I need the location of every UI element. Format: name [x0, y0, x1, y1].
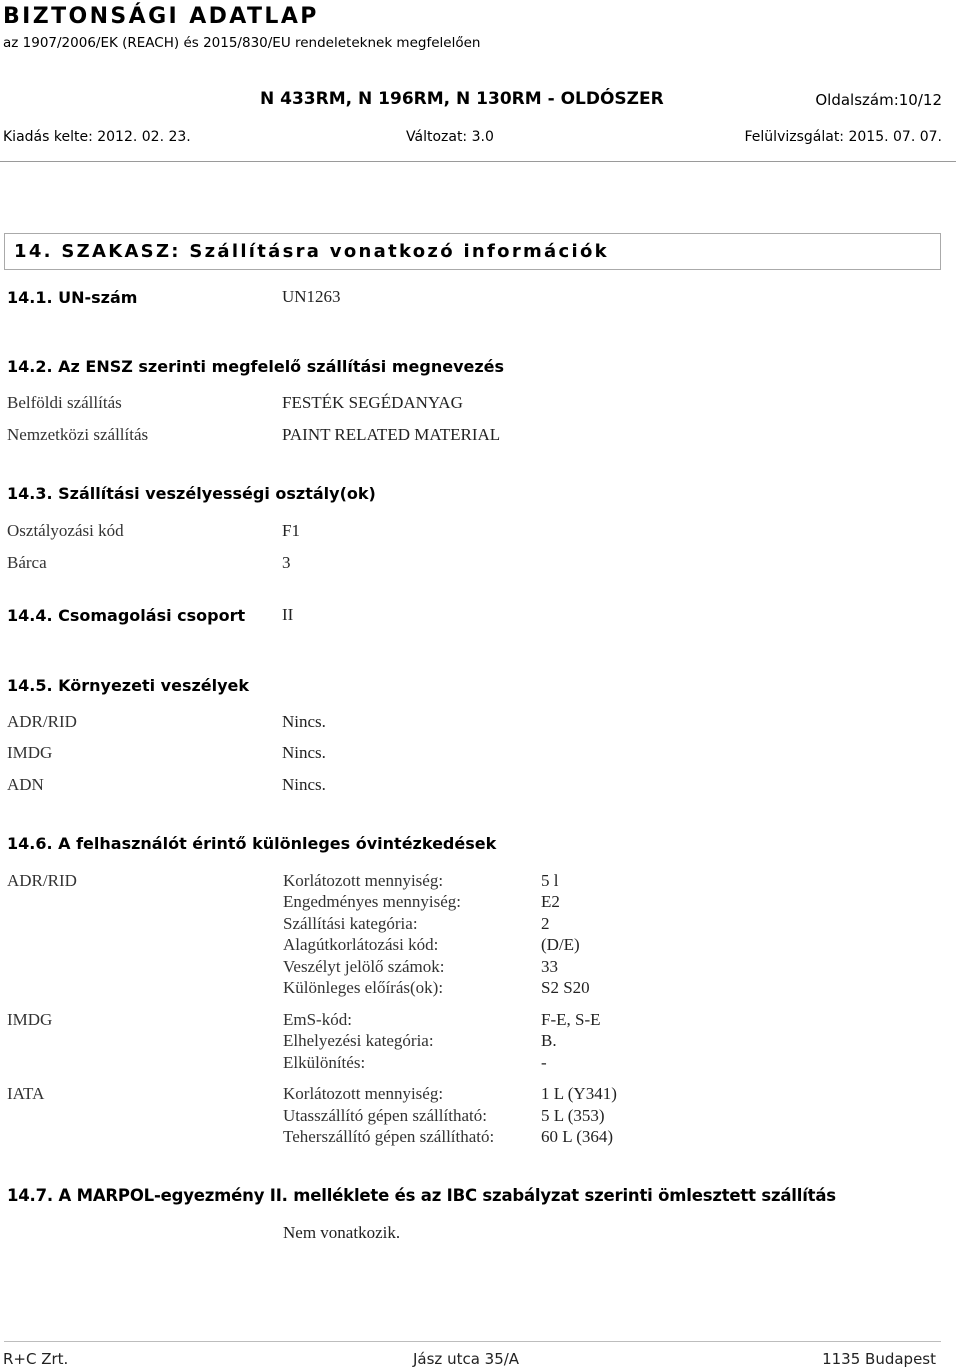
environmental-hazards-heading: 14.5. Környezeti veszélyek [7, 676, 250, 695]
precaution-label: Elhelyezési kategória: [283, 1031, 434, 1050]
hazard-class-label: Osztályozási kód [7, 521, 124, 540]
shipping-name-label: Belföldi szállítás [7, 393, 122, 412]
environmental-hazards-value: Nincs. [282, 743, 326, 762]
precaution-value: - [541, 1053, 547, 1072]
document-title: BIZTONSÁGI ADATLAP [3, 4, 319, 29]
footer-company: R+C Zrt. [3, 1350, 69, 1368]
section-title: 14. SZAKASZ: Szállításra vonatkozó információk [14, 241, 609, 262]
environmental-hazards-label: ADN [7, 775, 44, 794]
precaution-value: B. [541, 1031, 557, 1050]
un-number-heading: 14.1. UN-szám [7, 288, 138, 307]
version: Változat: 3.0 [406, 129, 494, 145]
transport-mode-label: ADR/RID [7, 871, 77, 890]
precaution-value: 5 l [541, 871, 559, 890]
environmental-hazards-label: IMDG [7, 743, 53, 762]
hazard-class-value: F1 [282, 521, 300, 540]
precaution-label: Különleges előírás(ok): [283, 978, 444, 997]
footer-divider [4, 1341, 941, 1342]
issue-date: Kiadás kelte: 2012. 02. 23. [3, 129, 191, 145]
hazard-class-label: Bárca [7, 553, 47, 572]
environmental-hazards-value: Nincs. [282, 775, 326, 794]
header-divider [0, 161, 956, 162]
marpol-value: Nem vonatkozik. [283, 1223, 401, 1242]
precaution-label: Engedményes mennyiség: [283, 892, 461, 911]
hazard-class-value: 3 [282, 553, 291, 572]
un-number-value: UN1263 [282, 287, 341, 306]
hazard-class-heading: 14.3. Szállítási veszélyességi osztály(ok) [7, 484, 376, 503]
precaution-value: 1 L (Y341) [541, 1084, 617, 1103]
special-precautions-heading: 14.6. A felhasználót érintő különleges óvintézkedések [7, 834, 497, 853]
precaution-value: 5 L (353) [541, 1106, 605, 1125]
packing-group-value: II [282, 605, 294, 624]
precaution-value: 60 L (364) [541, 1127, 614, 1146]
environmental-hazards-label: ADR/RID [7, 712, 77, 731]
precaution-value: F-E, S-E [541, 1010, 601, 1029]
footer-city: 1135 Budapest [822, 1350, 936, 1368]
transport-mode-label: IMDG [7, 1010, 53, 1029]
precaution-label: Veszélyt jelölő számok: [283, 957, 445, 976]
precaution-label: Korlátozott mennyiség: [283, 871, 444, 890]
precaution-label: Korlátozott mennyiség: [283, 1084, 444, 1103]
product-name: N 433RM, N 196RM, N 130RM - OLDÓSZER [260, 89, 664, 109]
footer-address: Jász utca 35/A [413, 1350, 520, 1368]
packing-group-heading: 14.4. Csomagolási csoport [7, 606, 246, 625]
precaution-label: Alagútkorlátozási kód: [283, 935, 439, 954]
revision-date: Felülvizsgálat: 2015. 07. 07. [744, 129, 942, 145]
environmental-hazards-value: Nincs. [282, 712, 326, 731]
precaution-label: Teherszállító gépen szállítható: [283, 1127, 495, 1146]
precaution-label: Utasszállító gépen szállítható: [283, 1106, 487, 1125]
marpol-heading: 14.7. A MARPOL-egyezmény II. melléklete és az IBC szabályzat szerinti ömlesztett szállítás [7, 1186, 836, 1205]
shipping-name-heading: 14.2. Az ENSZ szerinti megfelelő szállítási megnevezés [7, 357, 505, 376]
precaution-label: Szállítási kategória: [283, 914, 418, 933]
precaution-label: Elkülönítés: [283, 1053, 366, 1072]
precaution-value: (D/E) [541, 935, 580, 954]
shipping-name-value: FESTÉK SEGÉDANYAG [282, 393, 463, 412]
precaution-value: 33 [541, 957, 558, 976]
precaution-label: EmS-kód: [283, 1010, 352, 1029]
precaution-value: E2 [541, 892, 560, 911]
transport-mode-label: IATA [7, 1084, 45, 1103]
page-number: Oldalszám:10/12 [815, 91, 942, 109]
precaution-value: 2 [541, 914, 550, 933]
shipping-name-value: PAINT RELATED MATERIAL [282, 425, 501, 444]
precaution-value: S2 S20 [541, 978, 590, 997]
shipping-name-label: Nemzetközi szállítás [7, 425, 149, 444]
document-subtitle: az 1907/2006/EK (REACH) és 2015/830/EU rendeleteknek megfelelően [3, 35, 481, 51]
